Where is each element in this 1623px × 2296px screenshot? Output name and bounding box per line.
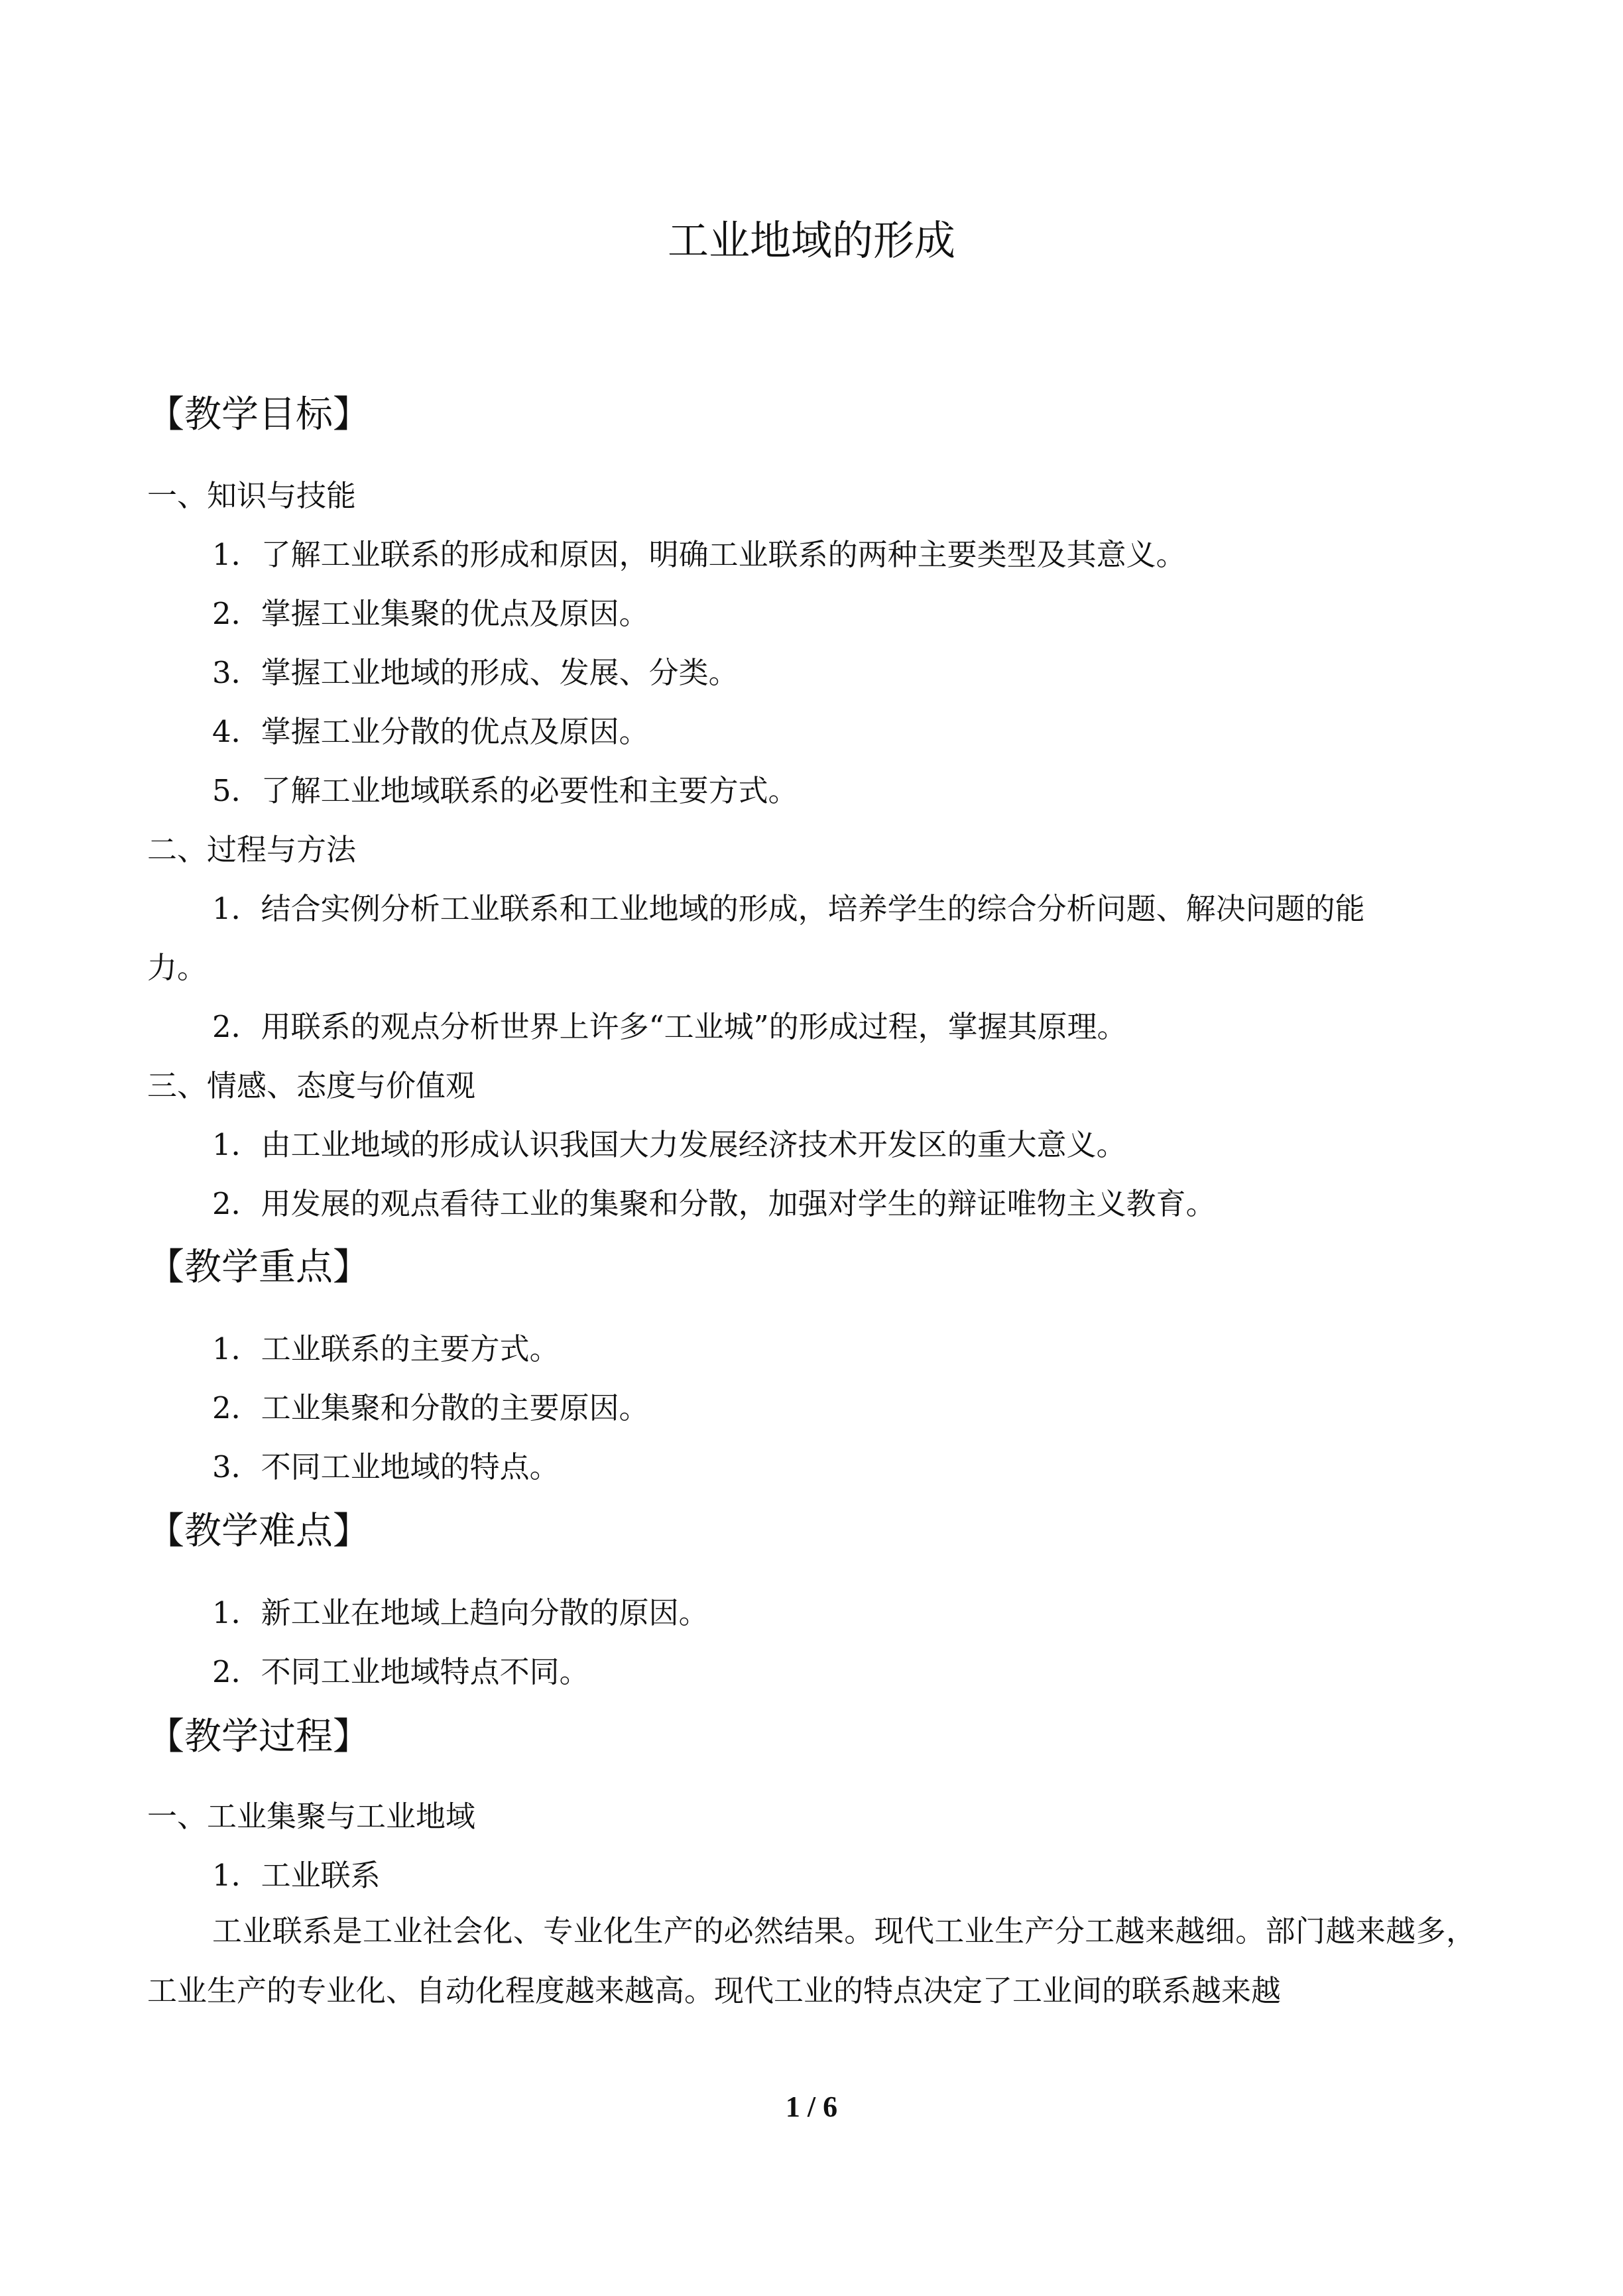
heading-key-points: 【教学重点】 [147, 1246, 370, 1289]
list-item: 3．掌握工业地域的形成、发展、分类。 [212, 655, 739, 690]
list-item: 5．了解工业地域联系的必要性和主要方式。 [212, 773, 798, 808]
list-item: 2．工业集聚和分散的主要原因。 [212, 1390, 649, 1425]
section-emotion-values: 三、情感、态度与价值观 [147, 1068, 476, 1103]
list-item: 2．用联系的观点分析世界上许多“工业城”的形成过程，掌握其原理。 [212, 1009, 1127, 1044]
subsection-industrial-linkage: 1．工业联系 [212, 1858, 381, 1893]
heading-difficulties: 【教学难点】 [147, 1510, 370, 1553]
list-item: 2．不同工业地域特点不同。 [212, 1654, 589, 1689]
list-item-continuation: 力。 [147, 950, 208, 985]
list-item: 3．不同工业地域的特点。 [212, 1449, 560, 1484]
heading-teaching-process: 【教学过程】 [147, 1715, 370, 1758]
list-item: 2．掌握工业集聚的优点及原因。 [212, 596, 649, 631]
list-item: 1．新工业在地域上趋向分散的原因。 [212, 1595, 709, 1630]
list-item: 1．了解工业联系的形成和原因，明确工业联系的两种主要类型及其意义。 [212, 537, 1186, 572]
list-item: 4．掌握工业分散的优点及原因。 [212, 714, 649, 749]
list-item: 2．用发展的观点看待工业的集聚和分散，加强对学生的辩证唯物主义教育。 [212, 1186, 1216, 1221]
list-item: 1．结合实例分析工业联系和工业地域的形成，培养学生的综合分析问题、解决问题的能 [212, 891, 1365, 926]
section-knowledge-skills: 一、知识与技能 [147, 478, 357, 513]
section-industrial-agglomeration: 一、工业集聚与工业地域 [147, 1799, 476, 1834]
list-item: 1．由工业地域的形成认识我国大力发展经济技术开发区的重大意义。 [212, 1127, 1126, 1162]
body-paragraph: 工业联系是工业社会化、专业化生产的必然结果。现代工业生产分工越来越细。部门越来越多，工业生产的专业化、自动化程度越来越高。现代工业的特点决定了工业间的联系越来越 [147, 1913, 1476, 2008]
section-process-methods: 二、过程与方法 [147, 832, 357, 867]
heading-teaching-goals: 【教学目标】 [147, 393, 370, 436]
list-item: 1．工业联系的主要方式。 [212, 1331, 560, 1366]
page-title: 工业地域的形成 [667, 216, 955, 265]
page-indicator: 1 / 6 [785, 2090, 838, 2123]
